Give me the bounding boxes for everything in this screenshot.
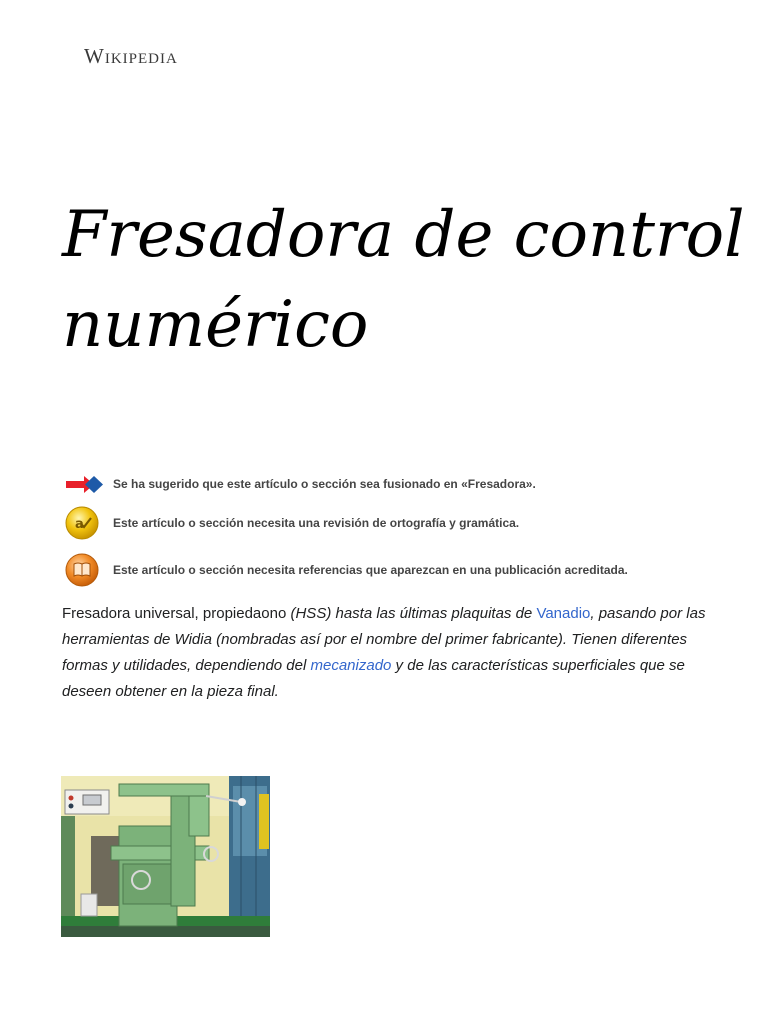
spelling-notice	[64, 505, 519, 541]
wikipedia-logo[interactable]: Wikipedia	[84, 44, 178, 68]
spellcheck-icon	[64, 505, 104, 541]
mecanizado-link[interactable]: mecanizado	[310, 657, 392, 674]
spelling-notice-text: Este artículo o sección necesita una revisión de ortografía y gramática.	[113, 516, 520, 530]
merge-arrows-icon	[64, 466, 104, 502]
paragraph-text-2: (HSS) hasta las últimas plaquitas de	[290, 605, 537, 622]
page-title: Fresadora de control numérico	[62, 198, 745, 362]
references-notice	[64, 552, 628, 588]
vanadio-link[interactable]: Vanadio	[536, 605, 591, 622]
paragraph-text-4: y de las características superficiales que se deseen obtener en la pieza final.	[62, 657, 685, 700]
merge-notice-text: Se ha sugerido que este artículo o sección sea fusionado en «Fresadora».	[113, 477, 536, 491]
milling-machine-photo[interactable]	[61, 776, 270, 937]
references-notice-text: Este artículo o sección necesita referencias que aparezcan en una publicación acreditada.	[113, 563, 628, 577]
references-icon	[64, 552, 104, 588]
merge-notice	[64, 466, 536, 502]
article-paragraph	[62, 601, 722, 705]
svg-text:a: a	[75, 517, 84, 532]
paragraph-text-3: , pasando por las herramientas de Widia (nombradas así por el nombre del primer fabricante). Tienen diferentes formas y utilidades, dependiendo del	[62, 605, 706, 674]
paragraph-text-1: Fresadora universal, propiedaono	[62, 605, 291, 622]
